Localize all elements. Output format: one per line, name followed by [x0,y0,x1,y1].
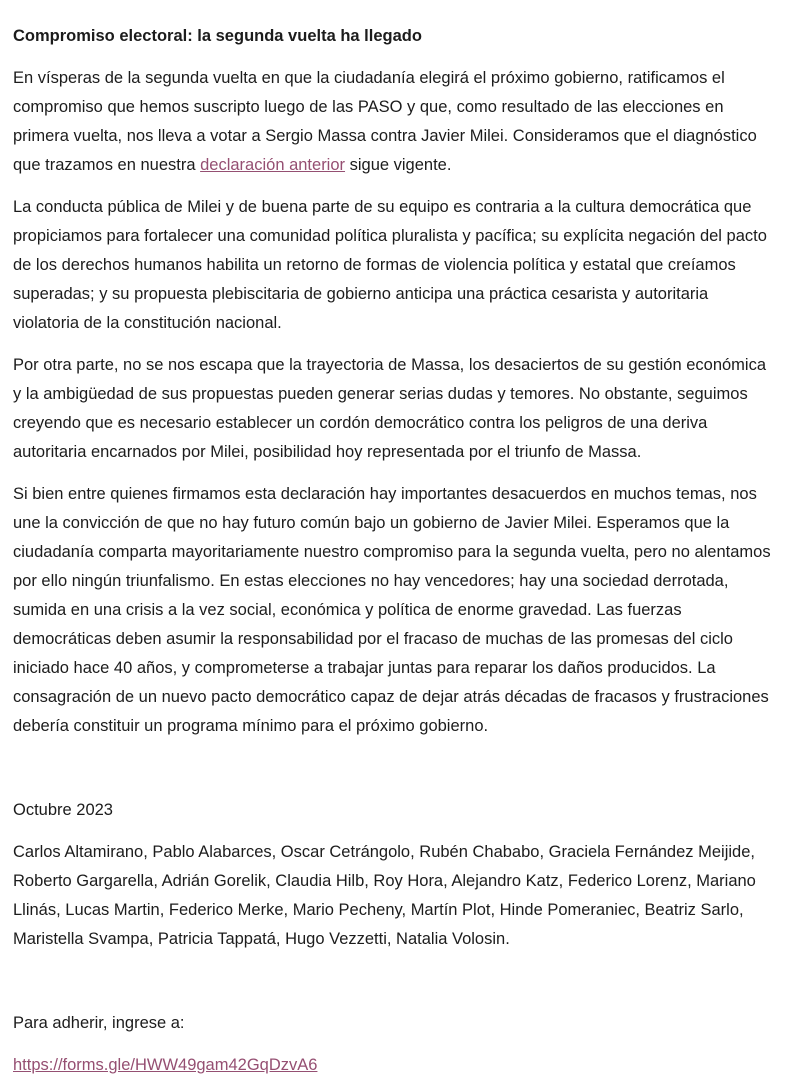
signatories-list: Carlos Altamirano, Pablo Alabarces, Oscar Cetrángolo, Rubén Chababo, Graciela Fernández Meijide, Roberto Gargarella, Adrián Gorelik, Claudia Hilb, Roy Hora, Alejandro Katz, Federico Lorenz, Mariano Llinás, Lucas Martin, Federico Merke, Mario Pecheny, Martín Plot, Hinde Pomeraniec, Beatriz Sarlo, Maristella Svampa, Patricia Tappatá, Hugo Vezzetti, Natalia Volosin. [13,843,756,948]
document-date: Octubre 2023 [13,801,113,819]
declaracion-anterior-link[interactable]: declaración anterior [200,156,346,174]
paragraph-intro-text-before: En vísperas de la segunda vuelta en que la ciudadanía elegirá el próximo gobierno, ratificamos el compromiso que hemos suscripto luego de las PASO y que, como resultado de las elecciones en primera vuelta, nos lleva a votar a Sergio Massa contra Javier Milei. Consideramos que el diagnóstico que trazamos en nuestra [13,69,757,174]
paragraph-massa-trajectory: Por otra parte, no se nos escapa que la trayectoria de Massa, los desaciertos de su gestión económica y la ambigüedad de sus propuestas pueden generar serias dudas y temores. No obstante, seguimos creyendo que es necesario establecer un cordón democrático contra los peligros de una deriva autoritaria encarnados por Milei, posibilidad hoy representada por el triunfo de Massa. [13,356,767,461]
blank-line [13,754,777,783]
document-title: Compromiso electoral: la segunda vuelta ha llegado [13,27,422,45]
blank-line [13,967,777,996]
adhesion-form-link[interactable]: https://forms.gle/HWW49gam42GqDzvA6 [13,1056,318,1074]
paragraph-commitment: Si bien entre quienes firmamos esta declaración hay importantes desacuerdos en muchos temas, nos une la convicción de que no hay futuro común bajo un gobierno de Javier Milei. Esperamos que la ciudadanía comparta mayoritariamente nuestro compromiso para la segunda vuelta, pero no alentamos por ello ningún triunfalismo. En estas elecciones no hay vencedores; hay una sociedad derrotada, sumida en una crisis a la vez social, económica y política de enorme gravedad. Las fuerzas democráticas deben asumir la responsabilidad por el fracaso de muchas de las promesas del ciclo iniciado hace 40 años, y comprometerse a trabajar juntas para reparar los daños producidos. La consagración de un nuevo pacto democrático capaz de dejar atrás décadas de fracasos y frustraciones debería constituir un programa mínimo para el próximo gobierno. [13,485,771,735]
adhere-label: Para adherir, ingrese a: [13,1014,185,1032]
paragraph-milei-conduct: La conducta pública de Milei y de buena parte de su equipo es contraria a la cultura democrática que propiciamos para fortalecer una comunidad política pluralista y pacífica; su explícita negación del pacto de los derechos humanos habilita un retorno de formas de violencia política y estatal que creíamos superadas; y su propuesta plebiscitaria de gobierno anticipa una práctica cesarista y autoritaria violatoria de la constitución nacional. [13,198,767,332]
adhere-link-paragraph [13,1051,777,1080]
paragraph-intro [13,64,777,180]
document-page [13,22,777,1080]
paragraph-intro-text-after: sigue vigente. [345,156,452,174]
